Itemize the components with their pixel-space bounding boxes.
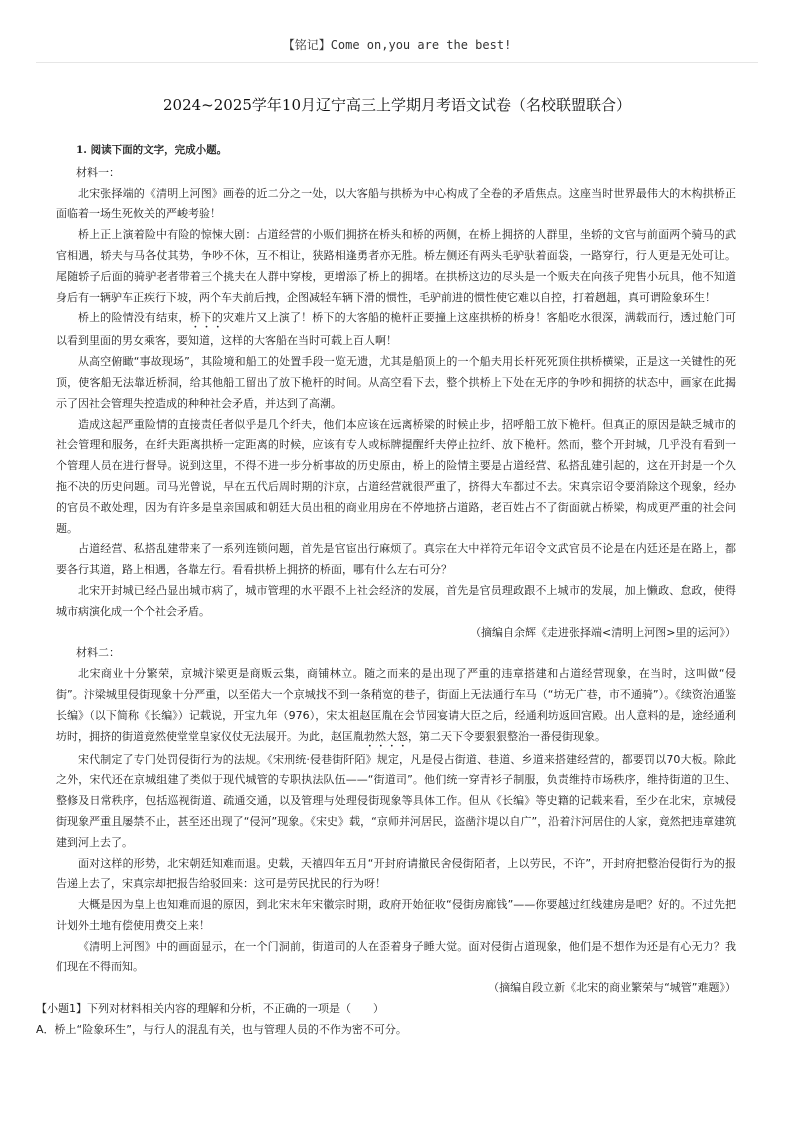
material-two-paragraph-5: 《清明上河图》中的画面显示，在一个门洞前，街道司的人在歪着身子睡大觉。面对侵街占道现象，他们是不想作为还是有心无力？我们现在不得而知。 <box>56 939 736 974</box>
material-one-label: 材料一： <box>76 165 120 179</box>
material-two-source: （摘编自段立新《北宋的商业繁荣与“城管”难题》） <box>488 981 736 995</box>
material-two-paragraph-4: 大概是因为皇上也知难而退的原因，到北宋末年宋徽宗时期，政府开始征收“侵街房廊钱”——你要越过红线建房是吧？好的。不过先把计划外土地有偿使用费交上来！ <box>56 898 736 932</box>
material-one-paragraph-5: 造成这起严重险情的直接责任者似乎是几个纤夫，他们本应该在远离桥梁的时候止步，招呼船工放下桅杆。但真正的原因是缺乏城市的社会管理和服务，在纤夫距离拱桥一定距离的时候，应该有专人或标牌提醒纤夫停止拉纤、放下桅杆。然而，整个开封城，几乎没有看到一个管理人员在进行督导。说到这里，不得不进一步分析事故的历史原由，桥上的险情主要是占道经营、私搭乱建引起的，这在开封是一个久拖不决的历史问题。司马光曾说，早在五代后周时期的汴京，占道经营就很严重了，挤得大车都过不去。宋真宗诏令要消除这个现象，经办的官员不敢处理，因为有许多是皇亲国戚和朝廷大员出租的商业用房在不停地挤占道路，老百姓占不了街面就占桥梁，构成更严重的社会问题。 <box>56 417 736 535</box>
paragraph-text: 桥上的险情没有结束， <box>78 311 190 325</box>
option-a[interactable]: A．桥上“险象环生”，与行人的混乱有关，也与管理人员的不作为密不可分。 <box>36 1022 407 1036</box>
material-one-source: （摘编自余辉《走进张择端<清明上河图>里的运河》） <box>470 625 736 639</box>
material-one-paragraph-1: 北宋张择端的《清明上河图》画卷的近二分之一处，以大客船与拱桥为中心构成了全卷的矛盾焦点。这座当时世界最伟大的木构拱桥正面临着一场生死攸关的严峻考验！ <box>56 186 736 221</box>
paragraph-text: 灾难片又上演了！桥下的大客船的桅杆正要撞上这座拱桥的桥身！客船吃水很深，满载而行，透过舱门可以看到里面的男女乘客，要知道，这样的大客船在当时可载上百人啊！ <box>56 311 737 348</box>
page-header: 【铭记】Come on,you are the best! <box>282 38 512 52</box>
emphasis-dotted-text: 桥下的 <box>189 311 224 325</box>
subquestion-1: 【小题1】下列对材料相关内容的理解和分析，不正确的一项是（ ） <box>36 1002 384 1016</box>
paragraph-text: 北宋商业十分繁荣，京城汴梁更是商贩云集，商铺林立。随之而来的是出现了严重的违章搭建和占道经营现象，在当时，这叫做“侵街”。汴梁城里侵街现象十分严重，以至偌大一个京城找不到一条稍宽的巷子，街面上无法通行车马（“坊无广巷，市不通骑”）。《续资治通鉴长编》（以下简称《长编》）记载说，开宝九年（976），宋太祖赵匡胤在会节园宴请大臣之后，经通利坊返回宫殿。出人意料的是，途经通利坊时，拥挤的街道竟然使堂堂皇家仪仗无法展开。为此，赵匡胤 <box>56 667 736 743</box>
material-two-paragraph-2: 宋代制定了专门处罚侵街行为的法规。《宋刑统·侵巷街阡陌》规定，凡是侵占街道、巷道、乡道来搭建经营的，都要罚以70大板。除此之外，宋代还在京城组建了类似于现代城管的专职执法队伍——“街道司”。他们统一穿青衫子制服，负责维持市场秩序，维持街道的卫生、整修及日常秩序，包括巡视街道、疏通交通，以及管理与处理侵街现象等具体工作。但从《长编》等史籍的记载来看，至少在北宋，京城侵街现象严重且屡禁不止，甚至还出现了“侵河”现象。《宋史》载，“京师并河居民，盗凿汴堤以自广”，沿着汴河居住的人家，竟然把违章建筑建到河上去了。 <box>56 752 736 849</box>
question-heading: 1. 阅读下面的文字，完成小题。 <box>76 144 228 156</box>
material-two-paragraph-1 <box>56 664 736 749</box>
header-divider <box>36 62 758 63</box>
material-one-paragraph-3 <box>56 308 736 352</box>
emphasis-dotted-text: 勃然大怒 <box>364 729 408 743</box>
material-two-paragraph-3: 面对这样的形势，北宋朝廷知难而退。史载，天禧四年五月“开封府请撤民舍侵街陌者，上以劳民，不许”，开封府把整治侵街行为的报告递上去了，宋真宗却把报告给驳回来：这可是劳民扰民的行为呀！ <box>56 856 736 891</box>
document-body <box>36 140 737 1041</box>
material-one-paragraph-4: 从高空俯瞰“事故现场”，其险境和船工的处置手段一览无遗，尤其是船顶上的一个船夫用长杆死死顶住拱桥横梁，正是这一关键性的死顶，使客船无法靠近桥洞，给其他船工留出了放下桅杆的时间。从高空看下去，整个拱桥上下处在无序的争吵和拥挤的状态中，画家在此揭示了因社会管理失控造成的种种社会矛盾，并达到了高潮。 <box>56 355 736 410</box>
material-one-paragraph-2: 桥上正上演着险中有险的惊悚大剧：占道经营的小贩们拥挤在桥头和桥的两侧，在桥上拥挤的人群里，坐轿的文官与前面两个骑马的武官相遇，轿夫与马各仗其势，争吵不休，互不相让，狭路相逢勇者亦无胜。桥左侧还有两头毛驴驮着面袋，一路穿行，行人更是无处可让。尾随轿子后面的骑驴老者带着三个挑夫在人群中穿梭，更增添了桥上的拥堵。在拱桥这边的尽头是一个贩夫在向孩子兜售小玩具，他不知道身后有一辆驴车正疾行下坡，两个车夫前后拽，企图减轻车辆下滑的惯性，毛驴前进的惯性使它难以自控，打着趔趄，真可谓险象环生！ <box>56 228 736 304</box>
material-one-paragraph-7: 北宋开封城已经凸显出城市病了，城市管理的水平跟不上社会经济的发展，首先是官员理政跟不上城市的发展，加上懒政、怠政，使得城市病演化成一个个社会矛盾。 <box>56 583 736 618</box>
paragraph-text: ，第二天下令要狠狠整治一番侵街现象。 <box>408 729 606 743</box>
material-one-paragraph-6: 占道经营、私搭乱建带来了一系列连锁问题，首先是官宦出行麻烦了。真宗在大中祥符元年诏令文武官员不论是在内廷还是在路上，都要各行其道，路上相遇，各靠左行。看看拱桥上拥挤的桥面，哪有什么左右可分？ <box>56 542 736 577</box>
material-two-label: 材料二： <box>76 646 120 660</box>
page-title: 2024~2025学年10月辽宁高三上学期月考语文试卷（名校联盟联合） <box>162 96 631 114</box>
